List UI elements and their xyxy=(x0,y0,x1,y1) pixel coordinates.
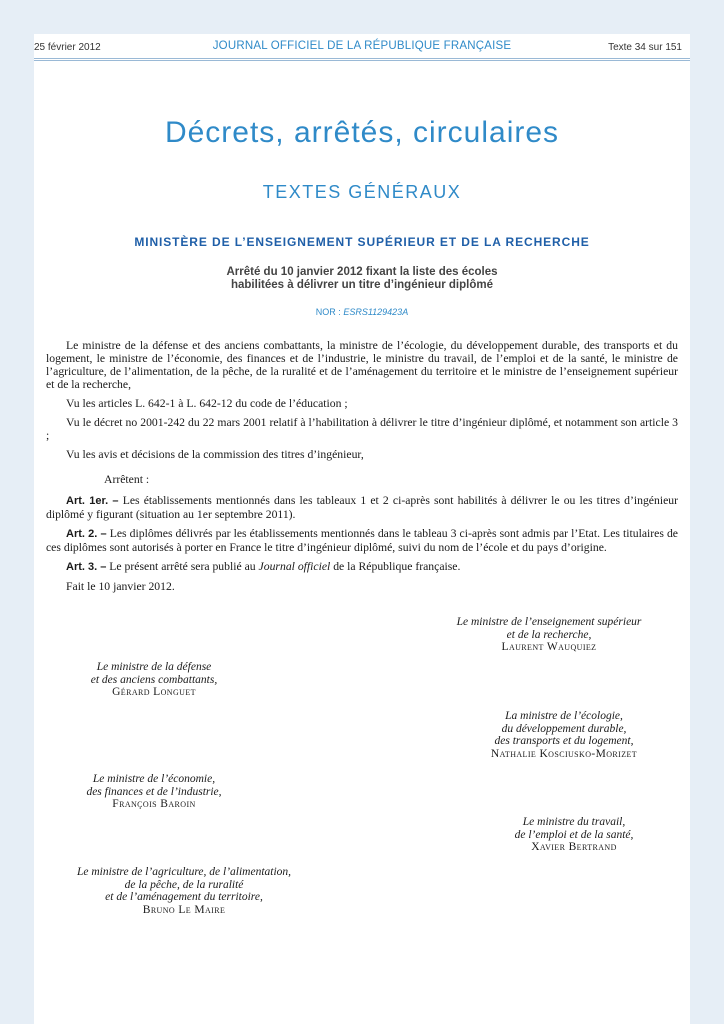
signature-name: Gérard Longuet xyxy=(112,686,196,698)
header-rule xyxy=(34,58,690,59)
vu-paragraph-2: Vu le décret no 2001-242 du 22 mars 2001 relatif à l’habilitation à délivrer le titre d’ingénieur diplômé, et notamment son article 3 ; xyxy=(46,416,678,442)
signature-role: et des anciens combattants, xyxy=(90,673,218,686)
article-1 xyxy=(46,494,678,521)
signature-economie xyxy=(44,773,264,811)
section-heading: TEXTES GÉNÉRAUX xyxy=(262,182,462,202)
signature-role: Le ministre de la défense xyxy=(96,661,212,673)
signature-role: et de l’aménagement du territoire, xyxy=(105,891,263,903)
signature-role: Le ministre de l’économie, xyxy=(92,773,216,785)
article-3-text-before: Le présent arrêté sera publié au xyxy=(106,560,259,573)
signature-role: et de la recherche, xyxy=(506,628,592,641)
main-heading: Décrets, arrêtés, circulaires xyxy=(164,116,560,149)
arrete-title-line-1: Arrêté du 10 janvier 2012 fixant la liste des écoles xyxy=(226,266,498,278)
signature-name: Nathalie Kosciusko-Morizet xyxy=(490,747,638,760)
header-date: 25 février 2012 xyxy=(34,42,101,53)
nor-reference xyxy=(34,307,690,317)
signature-name: Bruno Le Maire xyxy=(142,903,226,916)
article-3-journal-italic: Journal officiel xyxy=(258,560,331,573)
signature-role: du développement durable, xyxy=(501,722,627,735)
arrete-title-line-2: habilitées à délivrer un titre d’ingénieur diplômé xyxy=(230,279,493,291)
header-text-reference: Texte 34 sur 151 xyxy=(608,42,682,53)
article-3-text-after: de la République française. xyxy=(330,560,461,573)
article-2-label: Art. 2. – xyxy=(66,528,107,540)
preamble-paragraph: Le ministre de la défense et des anciens combattants, la ministre de l’écologie, du développement durable, des transports et du logement, le ministre de l’économie, des finances et de l’industrie, le ministre du travail, de l’emploi et de la santé, le ministre de l’agriculture, de l’alimentation, de la pêche, de la ruralité et de l’aménagement du territoire et le ministre de l’enseignement supérieur et de la recherche, xyxy=(46,339,678,391)
document-body xyxy=(34,339,690,599)
signature-agriculture xyxy=(44,866,324,916)
done-date: Fait le 10 janvier 2012. xyxy=(66,580,175,593)
signature-role: des finances et de l’industrie, xyxy=(86,785,222,798)
article-1-label: Art. 1er. – xyxy=(66,495,119,507)
arretent-line: Arrêtent : xyxy=(104,473,150,486)
ministry-heading: MINISTÈRE DE L’ENSEIGNEMENT SUPÉRIEUR ET DE LA RECHERCHE xyxy=(134,235,590,249)
signature-enseignement-superieur xyxy=(424,616,674,654)
vu-paragraph-3: Vu les avis et décisions de la commission des titres d’ingénieur, xyxy=(66,448,364,461)
header-rule-secondary xyxy=(34,60,690,61)
article-3-label: Art. 3. – xyxy=(66,561,107,573)
signature-name: Laurent Wauquiez xyxy=(501,641,597,653)
arrete-title xyxy=(34,266,690,292)
signature-role: La ministre de l’écologie, xyxy=(505,710,623,722)
article-2-text: Les diplômes délivrés par les établissements mentionnés dans le tableau 3 ci-après sont admis par l’Etat. Les titulaires de ces diplômes sont autorisés à porter en France le titre d’ingénieur diplômé, suivi du nom de l’école et du pays d’origine. xyxy=(46,527,678,554)
signature-name: Xavier Bertrand xyxy=(531,841,617,853)
signature-defense xyxy=(44,661,264,699)
signature-role: des transports et du logement, xyxy=(494,735,634,747)
page-header xyxy=(34,40,690,56)
signature-role: de l’emploi et de la santé, xyxy=(514,828,634,841)
article-2 xyxy=(46,527,678,554)
signature-role: de la pêche, de la ruralité xyxy=(124,878,244,891)
signature-role: Le ministre de l’enseignement supérieur xyxy=(456,616,642,628)
document-page xyxy=(34,34,690,1024)
signature-name: François Baroin xyxy=(112,798,196,810)
nor-code: ESRS1129423A xyxy=(343,307,409,317)
vu-paragraph-1: Vu les articles L. 642-1 à L. 642-12 du code de l’éducation ; xyxy=(66,397,348,410)
article-3 xyxy=(46,560,678,574)
signature-role: Le ministre de l’agriculture, de l’alimentation, xyxy=(76,866,292,878)
nor-label: NOR : xyxy=(315,307,344,317)
header-journal-title: JOURNAL OFFICIEL DE LA RÉPUBLIQUE FRANÇAISE xyxy=(212,40,512,52)
article-1-text: Les établissements mentionnés dans les tableaux 1 et 2 ci-après sont habilités à délivrer le ou les titres d’ingénieur diplômé y figurant (situation au 1er septembre 2011). xyxy=(46,494,679,521)
signature-travail xyxy=(474,816,674,854)
signature-role: Le ministre du travail, xyxy=(522,816,626,828)
signature-ecologie xyxy=(454,710,674,760)
